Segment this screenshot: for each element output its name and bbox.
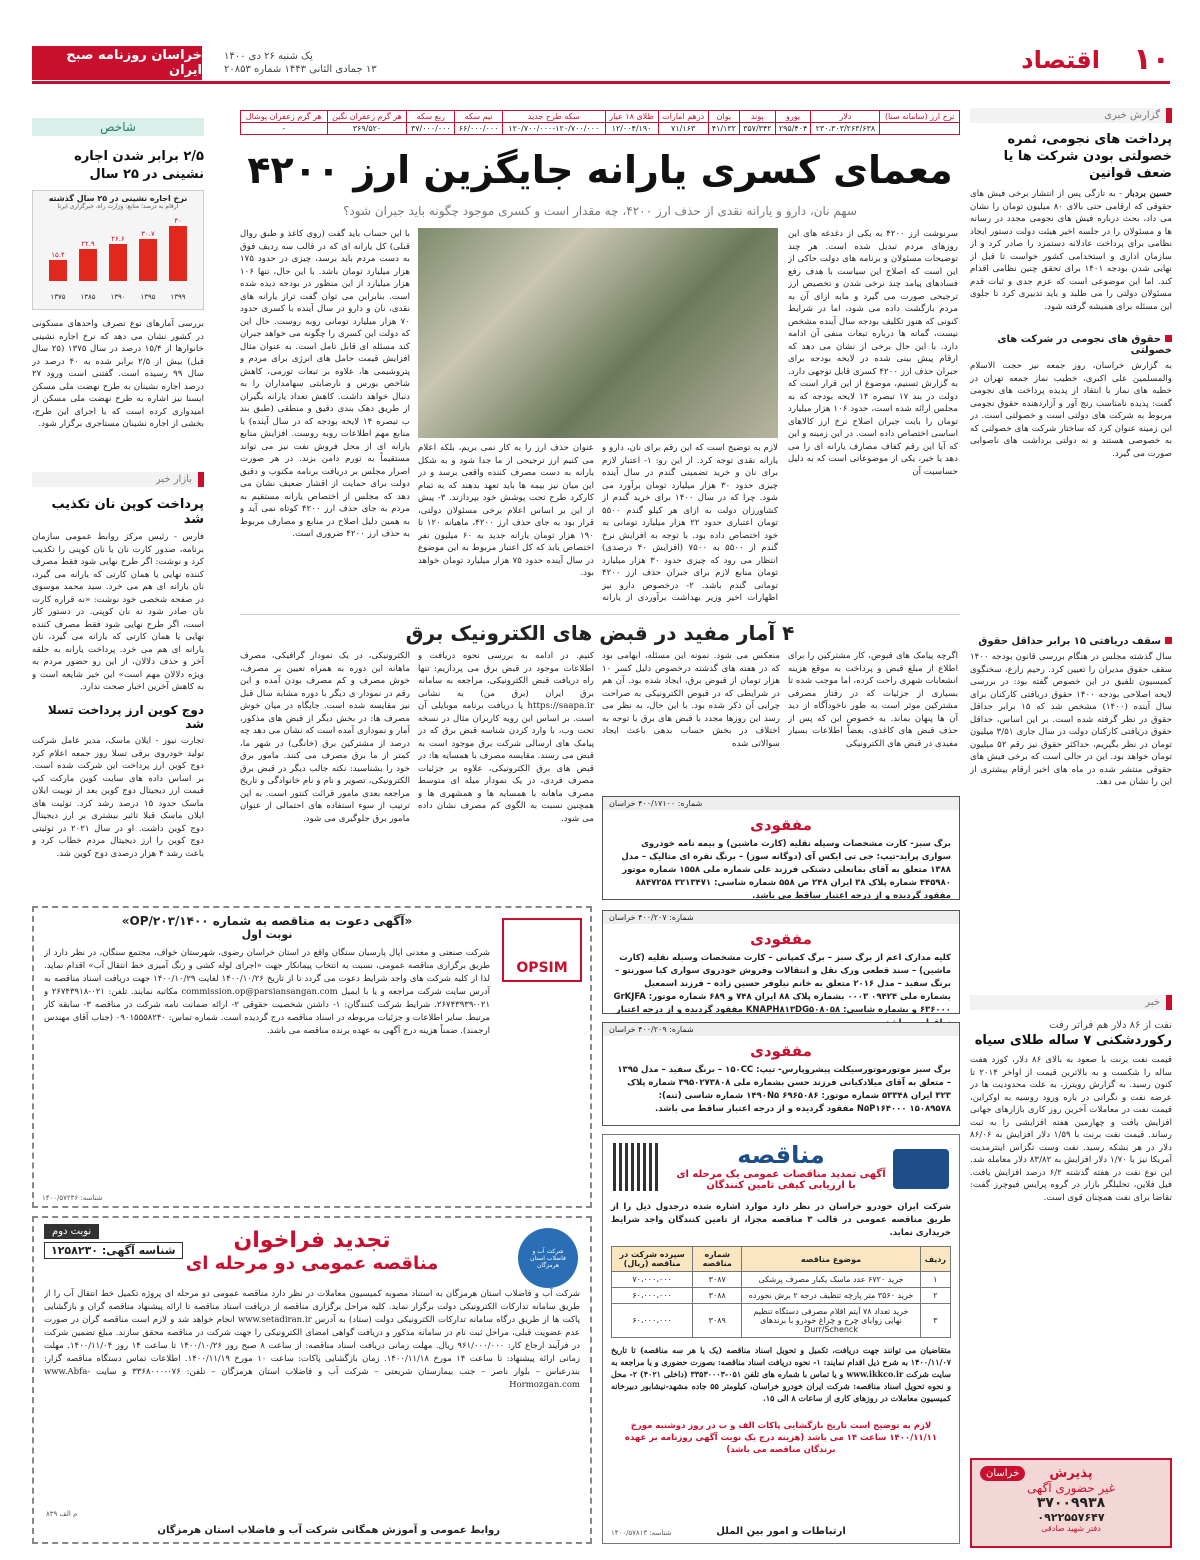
tender-cell: ۳۰۸۹ bbox=[693, 1304, 742, 1338]
abfa-footer: روابط عمومی و آموزش همگانی شرکت آب و فاضلاب استان هرمزگان bbox=[157, 1525, 500, 1536]
chart-tick-label: ۱۳۹۵ bbox=[140, 293, 156, 301]
tender-row bbox=[612, 1304, 951, 1338]
money-photo bbox=[418, 228, 778, 438]
ikco-logo bbox=[893, 1149, 949, 1189]
report-tag: گزارش خبری bbox=[970, 108, 1172, 123]
abfa-logo-text: شرکت آب و فاضلاب استان هرمزگان bbox=[530, 1247, 566, 1269]
chart-bar bbox=[169, 226, 187, 281]
rate-header: سکه طرح جدید bbox=[503, 111, 606, 123]
chart-tick-label: ۱۳۷۵ bbox=[50, 293, 66, 301]
issue-date bbox=[224, 50, 377, 76]
rate-header: دلار bbox=[811, 111, 880, 123]
promo-phone2: ۰۹۲۲۵۵۷۶۴۷ bbox=[1037, 1511, 1105, 1524]
oil-body: قیمت نفت برنت با صعود به بالای ۸۶ دلار، کورد هفت ساله را شکست و به بالاترین قیمت از اواخر ۲۰۱۴ تا کنون رسید. به گزارش رویترز، به علت محدودیت ها در عرضه نفت و نگرانی در باره ورود روسیه به اوکراین، قیمت نفت در معاملات آخرین روز کاری بازارهای جهانی افزایش یافت و چهارمین هفته افزایشی را به ثبت رساند. قیمت نفت برنت با ۱/۵۹ دلار افزایش به ۸۶/۰۶ دلار در هر بشکه رسید. نفت وست تگزاس اینترمدیت آمریکا نیز با ۱/۷۰ دلار افزایش به ۸۳/۸۲ دلار معامله شد. این نوع نفت در هفته گذشته ۶/۲ درصد افزایش یافت. فیل فلاین، تحلیلگر بازار در گروه پرایس فیوچرز گفت: تقاضا برای نفت همچنان قوی است. bbox=[970, 1055, 1172, 1203]
left-column bbox=[32, 118, 204, 888]
abfa-title-1: تجدید فراخوان bbox=[233, 1228, 391, 1253]
rate-header: هر گرم زعفران نگین bbox=[327, 111, 407, 123]
ikco-title: مناقصه bbox=[737, 1141, 825, 1169]
tender-header: موضوع مناقصه bbox=[742, 1247, 920, 1272]
lost-1-text: برگ سبز- کارت مشخصات وسیله نقلیه (کارت ماشین) و بیمه نامه خودروی سواری پراید-تیپ: جی تی ایکس آی (دوگانه سوز) – برنگ نقره ای متالیک – مدل ۱۳۸۸ متعلق به آقای بمانعلی دشتکی فرزند علی شماره ملی ۱۵۵۸ شماره موتور ۴۴۵۹۸۰ شماره پلاک ۳۸ ایران ۲۴۸ ص ۵۵۸ شماره شاسی: ۳۲۱۳۴۷۱ ۸۸۴۷۲۵۸ مفقود گردیده و از درجه اعتبار ساقط می باشد. bbox=[621, 839, 951, 901]
rate-header: پوند bbox=[739, 111, 775, 123]
chart-data-label: ۲۶.۶ bbox=[111, 235, 125, 244]
chart-tick-label: ۱۳۹۹ bbox=[170, 293, 186, 301]
rate-value: ۴۱/۱۳۲ bbox=[708, 123, 739, 135]
tender-cell: ۳۰۸۸ bbox=[693, 1288, 742, 1304]
rate-value: - bbox=[241, 123, 328, 135]
rent-chart bbox=[32, 190, 204, 310]
bills-col-1: اگرچه پیامک های قبوض، کار مشترکین را برای اطلاع از مبلغ قبض و پرداخت به موقع هزینه انشعابات شهری راحت کرده، اما موجب شده تا بسیاری از جزئیات که در رفتار مصرفی مشترکین موثر است به طور ناخودآگاه از دید آن ها پنهان بماند. به خصوص این که پس از حذف قبض های کاغذی، بعضاً اطلاعات بسیار مفیدی در قبض های الکترونیکی bbox=[788, 651, 958, 749]
bills-col-2: منعکس می شود. نمونه این مسئله، ابهامی بود که در هفته های گذشته درخصوص دلیل کسر ۱۰ هزار تومان از قبوض برق، ایجاد شده بود. آن هم در شرایطی که در قبوض الکترونیکی به صراحت چرایی آن ذکر شده بود. با این حال، به نظر می رسد این روزها مجدد با قبض های برق با توجه به اختلاف در بخش حساب بدهی باعث ایجاد سوالاتی شده bbox=[602, 651, 780, 749]
chart-bar bbox=[79, 249, 97, 281]
lost-notice-3 bbox=[602, 1022, 960, 1126]
index-tag: شاخص bbox=[32, 118, 204, 136]
chart-tick-label: ۱۳۸۵ bbox=[80, 293, 96, 301]
lost-notice-2 bbox=[602, 910, 960, 1014]
doge-headline: دوج کوین ارز پرداخت تسلا شد bbox=[47, 703, 204, 731]
chart-bar bbox=[49, 260, 67, 281]
right-subhead-1 bbox=[970, 334, 1172, 356]
ikco-sub2: با ارزیابی کیفی تامین کنندگان bbox=[706, 1180, 856, 1191]
rate-header: یورو bbox=[775, 111, 811, 123]
rate-header: درهم امارات bbox=[658, 111, 708, 123]
right-body-1: حسین بردبار - به تازگی پس از انتشار برخی فیش های حقوقی که ارقامی حتی بالای ۸۰ میلیون تومان را نشان می داد، بحث درباره فیش های نجومی مجدد در رسانه ها و مسئولان را در جلسه اخیر هیئت دولت دستور ایجاد نظامی برای پرداخت عادلانه دستمزد را صادر کرد و از سازمان اداری و استخدامی کشور خواست تا قبل از نهایی شدن بودجه ۱۴۰۱ برای تحقق چنین نظامی اقدام کند. اما این موضوعی است که عزم جدی و ثبات قدم مسئولان دولتی را می طلبد و باید تدبیری کرد تا جلوی این مسئله برای همیشه گرفته شود. bbox=[970, 189, 1172, 312]
promo-office: دفتر شهید صادقی bbox=[1041, 1524, 1101, 1533]
date-line-1: یک شنبه ۲۶ دی ۱۴۰۰ bbox=[224, 51, 313, 62]
right-body-3: سال گذشته مجلس در هنگام بررسی قانون بودجه ۱۴۰۰ سقف حقوق مدیران را تعیین کرد. رحیم زارع، سخنگوی کمیسیون تلفیق در این خصوص گفته بود: در بررسی لایحه اصلاحی بودجه ۱۴۰۰ حقوق دریافتی کارکنان برای سال آینده (۱۴۰۰) مشخص شد که ۱۵ برابر حداقل حقوق در نظر گرفته شده است. بر این اساس، حداقل حقوق دریافتی کارکنان دولت در سال جاری ۳/۵۱ میلیون تومان در نظر بگیریم، حداکثر حقوق نیز رقم ۵۲ میلیون تومان خواهد بود. این در حالی است که برخی فیش های حقوقی منتشر شده در ماه های اخیر ارقام بیشتری از این را نشان می دهد. bbox=[970, 652, 1172, 787]
rate-value: ۱۲۰/۷۰۰/۰۰۰-۱۲۰/۷۰۰/۰۰۰ bbox=[503, 123, 606, 135]
right-body-1-text: به تازگی پس از انتشار برخی فیش های حقوقی که ارقامی حتی بالای ۸۰ میلیون تومان را نشان می داد، بحث درباره فیش های نجومی مجدد در رسانه ها و مسئولان را در جلسه اخیر هیئت دولت دستور ایجاد نظامی برای پرداخت عادلانه دستمزد را صادر کرد و از سازمان اداری و استخدامی کشور خواست تا قبل از نهایی شدن بودجه ۱۴۰۱ برای تحقق چنین نظامی اقدام کند. اما این موضوعی است که عزم جدی و ثبات قدم مسئولان دولتی را می طلبد و باید تدبیری کرد تا جلوی این مسئله برای همیشه گرفته شود. bbox=[970, 189, 1172, 312]
ad-opsim bbox=[32, 906, 592, 1208]
abfa-title-2: مناقصه عمومی دو مرحله ای bbox=[185, 1253, 439, 1274]
rate-value: ۲۹۵/۴۰۴ bbox=[775, 123, 811, 135]
opsim-footer: شناسه: ۱۴۰۰/۵۷۲۳۶ bbox=[42, 1194, 103, 1202]
ikco-sub1: آگهی تمدید مناقصات عمومی یک مرحله ای bbox=[676, 1169, 886, 1180]
lost-3-title: مفقودی bbox=[750, 1042, 812, 1060]
main-col-4: با این حساب باید گفت (روی کاغذ و طبق روال قبلی) کل یارانه ای که در قالب سه ردیف فوق به دست مردم باید برسد، چیزی در حدود ۱۷۵ هزار میلیارد تومان باشد. با این حال، تنها ۱۰۶ هزار میلیارد از این منظور در بودجه دیده شده است. بنابراین می توان گفت تراز یارانه های نقدی، نان و دارو در سال آینده با کسری حدود ۷۰ هزار میلیارد تومانی روبه روست. حال این که دولت این کسری را چگونه می خواهد جبران کند مسئله ای قابل تامل است. به عنوان مثال افزایش قیمت حامل های انرژی برای مردم و پتروشیمی ها، علاوه بر تبعات تورمی، کاهش شاخص بورس و نارضایتی سهامداران را به دنبال خواهد داشت. کاهش تعداد یارانه بگیران از طریق دهک بندی دقیق و منطقی (طبق بند ب تبصره ۱۴ لایحه بودجه که در سال آینده) با منابع مهم اطلاعات روبه روست. افزایش منابع یارانه ای از محل فروش نفت نیز می تواند مستقیماً به تورم دامن بزند. در هر صورت اصرار مجلس بر دریافت برنامه مکتوب و دقیق دولت برای حمایت از اقشار ضعیف نشان می دهد که مجلس از اختصاص یارانه مستقیم به مردم به جای حذف ارز ۴۲۰۰ کوتاه نمی آید و به همین دلیل اصلاح در منابع و مصارف مربوط به حذف ارز ۴۲۰۰ ضروری است. bbox=[240, 229, 410, 539]
main-col-1: سرنوشت ارز ۴۲۰۰ به یکی از دغدغه های این روزهای مردم تبدیل شده است. هر چند توضیحات مسئولان و برنامه های دولت حاکی از این است که اصلاح این سیاست با هدف رفع فسادهای پیامد چند نرخی شدن و تخصیص ارز ترجیحی صورت می گیرد و مابه ازای آن به مردم بازگشت داده می شود، اما در شرایط کنونی که هنوز تکلیف بودجه سال آینده مشخص نیست، گمانه ها درباره تبعات منفی آن ادامه دارد. با این حال برخی از نشان می دهد که ارقام پیش بینی شده در لایحه بودجه برای جبران حذف ارز ۴۲۰۰ کسری قابل توجهی دارد. به گزارش تسنیم، موضوع از این قرار است که دولت در بند ۱۷ تبصره ۱۴ لایحه بودجه که به مجلس ارائه شده است، حدود ۱۰۶ هزار میلیارد تومان را بابت جبران اصلاح نرخ ارز کالاهای اساسی اختصاص داده است. در این زمینه و این که آیا این رقم کفاف مصارف یارانه ای را می دهد یا خیر، یکی از موضوعاتی است که به دلیل حساسیت آن bbox=[788, 229, 958, 477]
bills-col-3: کنیم. در ادامه به بررسی نحوه دریافت و اطلاعات موجود در قبض برق می پردازیم: تنها راه دریافت قبض الکترونیکی، مراجعه به سامانه برق ایران (برق من) به نشانی https://saapa.ir یا دریافت برنامه موبایلی آن است. بر اساس این رویه کاربران مثال در نسخه تحت وب، با وارد کردن شناسه قبض برق که در پیامک های ارسالی شرکت برق موجود است به قبض می رسند. مقایسه مصرف با همسایه ها: در قبض های برق الکترونیکی، علاوه بر جزئیات مصرف فردی، در یک نمودار میله ای متوسط مصرف ماهانه با همسایه ها و همشهری ها و همچنین نسبت به الگوی کم مصرف نشان داده می شود. bbox=[418, 651, 594, 824]
rate-header: نرخ ارز (سامانه سنا) bbox=[880, 111, 960, 123]
author-name: حسین بردبار bbox=[1125, 189, 1172, 199]
right-body-2: به گزارش خراسان، روز جمعه نیز حجت الاسلام والمسلمین علی اکبری، خطیب نماز جمعه تهران در خطبه های نماز با انتقاد از پدیده پرداخت های نجومی گفت: پدیده نامناسب رنج آور و آزاردهنده حقوق نجومی مربوط به شرکت های دولتی است و خصولتی است. در این زمینه عنوان کرد که ساختار شرکت های خصولتی که به خصوصی هستند و نه دولتی برداشت های ناصوابی صورت می گیرد. bbox=[970, 361, 1172, 459]
rate-header: نیم سکه bbox=[455, 111, 503, 123]
ikco-code: شناسه: ۱۴۰۰/۵۷۸۱۳ bbox=[611, 1529, 672, 1537]
oil-kicker: نفت از ۸۶ دلار هم فراتر رفت bbox=[1049, 1020, 1172, 1031]
opsim-round: نوبت اول bbox=[241, 928, 293, 941]
rate-value: ۳۶۹/۵۲۰ bbox=[327, 123, 407, 135]
bread-headline: پرداخت کوپن نان تکذیب شد bbox=[51, 497, 204, 527]
lost-notice-1 bbox=[602, 796, 960, 900]
chart-bar bbox=[139, 239, 157, 281]
tender-cell: خرید تعداد ۷۸ آیتم اقلام مصرفی دستگاه تنظیم نهایی زوایای چرخ و چراغ خودرو با برندهای Durr/Schenck bbox=[742, 1304, 920, 1338]
rate-value: ۳۷/۰۰۰/۰۰۰ bbox=[407, 123, 455, 135]
bills-headline: ۴ آمار مفید در قبض های الکترونیک برق bbox=[240, 614, 960, 645]
chart-data-label: ۱۵.۴ bbox=[51, 250, 65, 259]
abfa-logo bbox=[518, 1228, 578, 1288]
rent-headline: ۲/۵ برابر شدن اجاره نشینی در ۲۵ سال bbox=[74, 149, 204, 182]
lost-2-code: شماره: ۴۰۰/۲۰۷ خراسان bbox=[603, 911, 959, 924]
abfa-code: م الف ۸۳۹ bbox=[46, 1510, 78, 1518]
rate-value: ۱۲/۰۰۴/۱۹۰ bbox=[605, 123, 658, 135]
tender-header: شماره مناقصه bbox=[693, 1247, 742, 1272]
ikco-body: متقاضیان می توانند جهت دریافت، تکمیل و تحویل اسناد مناقصه (یک یا هر سه مناقصه) تا تاریخ ۱۴۰۰/۱۱/۰۷ به شرح ذیل اقدام نمایند: ۱- نحوه دریافت اسناد مناقصه: بصورت حضوری و یا مراجعه به سایت شرکت www.ikkco.ir و یا تماس با شماره های تلفن ۰۵۱-۳۳۵۳۰۰۰۳ (داخلی ۴۰۲۱) ۲- محل و نحوه تحویل اسناد مناقصه: شرکت ایران خودرو خراسان، کیلومتر ۵۵ جاده مشهد-نیشابور دبیرخانه کمیسیون معاملات در روزهای کاری از ساعات ۸ الی ۱۵. bbox=[611, 1345, 951, 1403]
promo-line2: غیر حضوری آگهی bbox=[1027, 1481, 1115, 1495]
qr-code bbox=[613, 1143, 661, 1191]
chart-data-label: ۳۰.۷ bbox=[141, 229, 155, 238]
tender-cell: ۳ bbox=[920, 1304, 950, 1338]
promo-line1: پذیرش bbox=[1049, 1466, 1093, 1481]
ikco-footer: ارتباطات و امور بین الملل bbox=[716, 1526, 846, 1537]
ad-ikco bbox=[602, 1134, 960, 1544]
chart-axis bbox=[43, 293, 193, 305]
market-tag: بازار خبر bbox=[32, 472, 204, 487]
right-subhead-2-text: سقف دریافتی ۱۵ برابر حداقل حقوق bbox=[978, 636, 1161, 647]
tender-cell: ۳۰۸۷ bbox=[693, 1272, 742, 1288]
lost-2-text: کلیه مدارک اعم از برگ سبز – برگ کمپانی – کارت مشخصات وسیله نقلیه (کارت ماشین) – سند قطعی ورک نقل و انتقالات وفروش خودروی سواری کیا سورنتو – برنگ سفید – مدل ۲۰۱۶ متعلق به خانم نیلوفر حسین زاده – فرزند اسمعیل بشماره ملی ۰۹۴۲۴ ۰۰۰۳ بشماره پلاک ۸۸ ایران ۷۴۸ و ۶۸۹ شماره موتور: GrKJFA ۶۳۶۰۰۰ و بشماره شاسی: KNAPH۸۱۳DG۵۰۸۰۵۸ مفقود گردیده و از درجه اعتبار bbox=[613, 953, 951, 1015]
tender-cell: ۶۰،۰۰۰،۰۰۰ bbox=[612, 1304, 693, 1338]
section-title: اقتصاد bbox=[1021, 46, 1100, 74]
abfa-id: شناسه آگهی: ۱۲۵۸۲۳۰ bbox=[44, 1242, 183, 1259]
right-subhead-2 bbox=[970, 636, 1172, 647]
rate-value: ۷۱/۱۶۳ bbox=[658, 123, 708, 135]
newspaper-logo: خراسان روزنامه صبح ایران bbox=[32, 46, 202, 80]
ad-abfa bbox=[32, 1216, 592, 1544]
tender-row bbox=[612, 1288, 951, 1304]
opsim-logo: OPSIM bbox=[502, 918, 582, 982]
lost-1-title: مفقودی bbox=[750, 816, 812, 834]
rate-header: ربع سکه bbox=[407, 111, 455, 123]
chart-title: نرخ اجاره نشینی در ۲۵ سال گذشته bbox=[48, 194, 188, 203]
rate-value: ۳۵۷/۳۴۲ bbox=[739, 123, 775, 135]
chart-tick-label: ۱۳۹۰ bbox=[110, 293, 126, 301]
tender-cell: ۲ bbox=[920, 1288, 950, 1304]
rate-header: طلای ۱۸ عیار bbox=[605, 111, 658, 123]
lost-3-text: برگ سبز موتورموتورسیکلت پیشروپارس- تیپ: ۱۵۰CC – برنگ سفید – مدل ۱۳۹۵ – متعلق به آقای میلادکیانی فرزند حسن بشماره ملی ۳۹۵۰۲۷۳۸۰۸ شماره پلاک ۳۲۳ ایران ۵۳۳۴۸ شماره موتور: ۱۴۹۰N۵ ۶۹۶۵۰۸۶ شماره شاسی (تنه): N۵P۱۶۴۰۰۰ ۱۵۰۸۹۵۷۸ مفقود گردیده و از درجه اعتبار ساقط می باشد. bbox=[617, 1065, 951, 1114]
news-tag: خبر bbox=[970, 995, 1172, 1010]
tender-cell: خرید ۶۷۲۰ عدد ماسک یکبار مصرف پزشکی bbox=[742, 1272, 920, 1288]
rent-body: بررسی آمارهای نوع تصرف واحدهای مسکونی در کشور نشان می دهد که نرخ اجاره نشینی خانوارها از ۱۵/۴ درصد در سال ۱۳۷۵ (۲۵ سال قبل) بیش از ۲/۵ برابر شده به ۴۰ درصد در سال ۹۹ رسیده است. گفتنی است ورود ۲۷ درصد اجاره نشینان به طرح نهضت ملی مسکن ایسنا نیز اشاره به طرح نهضت ملی مسکن از امیدواری کرده است که با اجرای این طرح، بخشی از اجاره نشینان مستاجری برگزار شود. bbox=[32, 319, 204, 429]
right-subhead-1-text: حقوق های نجومی در شرکت های خصولتی bbox=[997, 334, 1172, 356]
chart-data-label: ۴۰ bbox=[174, 216, 182, 225]
abfa-text: شرکت آب و فاضلاب استان هرمزگان به استناد مصوبه کمیسیون معاملات در نظر دارد مناقصه عمومی دو مرحله ای پروژه تکمیل خط انتقال آب را از طریق سامانه تدارکات الکترونیکی دولت برگزار نماید. کلیه مراحل برگزاری مناقصه از دریافت اسناد مناقصه تا ارائه پیشنهاد مناقصه گران و بازگشایی پاکت ها از طریق درگاه سامانه تدارکات الکترونیکی دولت (ستاد) به آدرس www.setadiran.ir انجام خواهد شد و لازم است مناقصه گران در صورت عدم عضویت قبلی، مراحل ثبت نام در سامانه مذکور و دریافت گواهی امضای الکترونیکی را جهت شرکت در مناقصه محقق سازند. مبلغ تضمین شرکت در فرآیند ارجاع کار: ۹۶۱/۰۰۰/۰۰۰ ریال. مهلت زمانی دریافت اسناد مناقصه: از ساعت ۸ صبح روز ۱۴۰۰/۱۰/۲۶ تا ساعت ۱۴ روز ۱۴۰۰/۱۱/۰۴. مهلت زمانی ارائه پیشنهاد: تا ساعت ۱۴ مورخ ۱۴۰۰/۱۱/۱۸. زمان بازگشایی پاکات: ساعت ۱۰ مورخ ۱۴۰۰/۱۱/۱۹. اطلاعات تماس دستگاه مناقصه گزار: بندرعباس – بلوار ناصر – جنب بیمارستان شریعتی – شرکت آب و فاضلاب استان هرمزگان – تلفن: ۰۷۶-۳۳۶۸۰۰۰ و سایت www.Abfa-Hormozgan.com bbox=[44, 1289, 580, 1390]
rate-value: ۶۶/۰۰۰/۰۰۰ bbox=[455, 123, 503, 135]
opsim-title: «آگهی دعوت به مناقصه به شماره ۱۴۰۰/OP/۲۰۳» bbox=[121, 914, 413, 928]
bills-col-4: الکترونیکی، در یک نمودار گرافیکی، مصرف ماهانه این دوره به همراه تعیین بر مصرف، خوش مصرف و کم مصرف بودن آمده و این رقم در نمودار ی دیگر با دوره مشابه سال قبل نیز مقایسه شده است. جایگاه در میان خوش مصرف ها: در بخش دیگر از قبض های مذکور، آمار و نموداری آمده است که نشان می دهد چه درصد از مشترکین برق (خانگی) در شهر ما، کمتر از ما برق مصرف می کنند. مامور برق خود را بشناسید: نکته جالب دیگر در قبض برق الکترونیکی، تصویر و نام و نام خانوادگی و تاریخ مراجعه بعدی مامور قرائت کنتور است. به این ترتیب از سوء استفاده های احتمالی از عنوان مامور برق جلوگیری می شود. bbox=[240, 651, 410, 824]
lost-1-code: شماره: ۴۰۰/۱۷۱۰۰ خراسان bbox=[603, 797, 959, 810]
chart-subtitle: ارقام به درصد؛ منابع: وزارت راه، خبرگزاری ایرنا bbox=[57, 203, 179, 210]
date-line-2: ۱۳ جمادی الثانی ۱۴۴۳ شماره ۲۰۸۵۳ bbox=[224, 64, 377, 75]
doge-body: تجارت نیوز - ایلان ماسک، مدیر عامل شرکت تولید خودروی برقی تسلا روز جمعه اعلام کرد دوج کوین ارز پرداخت این شرکت شده است. بر اساس داده های سایت کوین مارکت کپ قیمت ارز دیجیتال دوج کوین بعد از توییت ایلان ماسک حدود ۱۵ درصد رشد کرد. توئیت های ایلان ماسک قبلا تاثیر بیشتری بر ارز دیجیتال دوج کوین داشت. او در سال ۲۰۲۱ در توئیتی دوج کوین را ارز دیجیتال مردم خطاب کرد و باعث رشد ۴ هزار درصدی دوج کوین شد. bbox=[32, 736, 204, 859]
oil-headline: رکوردشکنی ۷ ساله طلای سیاه bbox=[974, 1033, 1172, 1048]
main-col-2: لازم به توضیح است که این رقم برای نان، دارو و یارانه نقدی توجه کرد. از این رو: ۱- اعتبار لازم برای نان و خرید تضمینی گندم در سال آینده چیزی حدود ۳۰ هزار میلیارد تومان برآورد می شود. چرا که در سال ۱۴۰۰ برای خرید گندم از کشاورزان دولت به ازای هر کیلو گندم ۵۵۰۰ تومان اعتباری حدود ۲۲ هزار میلیارد تومانی به خود اختصاص داده بود. با توجه به افزایش نرخ گندم از ۵۵۰۰ به ۷۵۰۰ (افزایش ۴۰ درصدی) انتظار می رود که چیزی حدود ۳۰ هزار میلیارد تومان منابع لازم برای جبران حذف ارز ۴۲۰۰ تومانی گندم باشد. ۲- درخصوص دارو نیز اظهارات اخیر وزیر بهداشت برآوردی از یارانه bbox=[602, 443, 778, 602]
opsim-text: شرکت صنعتی و معدنی اپال پارسیان سنگان واقع در استان خراسان رضوی، شهرستان خواف، مجتمع سنگان، در نظر دارد از طریق برگزاری مناقصه عمومی، نسبت به انتخاب پیمانکار جهت «اجرای لوله کشی و رنگ آمیزی خط انتقال آب» اقدام نماید. لذا از کلیه شرکت های واجد شرایط دعوت می گردد تا از تاریخ ۱۴۰۰/۱۰/۲۶ لغایت ۱۴۰۰/۱۰/۲۹ جهت دریافت اسناد مناقصه به آدرس سایت شرکت مراجعه و یا با ایمیل commission.op@parsiansangan.com مکاتبه نمایند. تلفن: ۰۲۱-۲۶۷۴۳۹۱۸ و ۰۲۱-۲۶۷۴۳۹۳۹. شرایط شرکت کنندگان: ۱- داشتن شخصیت حقوقی ۲- ارائه ضمانت نامه شرکت در مناقصه ۳- سابقه کار مرتبط. سایر اطلاعات و جزئیات مربوطه در اسناد مناقصه درج گردیده است. شماره تماس: ۰۹۰۱۵۵۵۸۲۴۰ (جناب آقای مهندس ارجمند). ضمناً هزینه درج آگهی به عهده برنده مناقصه می باشد. bbox=[44, 948, 490, 1036]
ikco-deadline: لازم به توضیح است تاریخ بازگشایی پاکات الف و ب در روز دوشنبه مورخ ۱۴۰۰/۱۱/۱۱ ساعت ۱۴ می باشد (هزینه درج یک نوبت آگهی روزنامه بر عهده برندگان مناقصه می باشد) bbox=[624, 1421, 938, 1455]
rate-header: یوان bbox=[708, 111, 739, 123]
tender-header: سپرده شرکت در مناقصه (ریال) bbox=[612, 1247, 693, 1272]
exchange-rates-table bbox=[240, 110, 960, 135]
tender-cell: ۱ bbox=[920, 1272, 950, 1288]
tender-table bbox=[611, 1246, 951, 1338]
main-headline: معمای کسری یارانه جایگزین ارز ۴۲۰۰ bbox=[247, 148, 953, 192]
ikco-intro: شرکت ایران خودرو خراسان در نظر دارد موارد اشاره شده درجدول ذیل را از طریق مناقصه عمومی در قالب ۳ مناقصه مجزا، از تامین کنندگان واجد شرایط خریداری نماید. bbox=[611, 1202, 951, 1238]
page-header bbox=[32, 40, 1170, 84]
lost-3-code: شماره: ۴۰۰/۲۰۹ خراسان bbox=[603, 1023, 959, 1036]
right-headline: پرداخت های نجومی، ثمره خصولتی بودن شرکت ها یا ضعف قوانین bbox=[1003, 132, 1172, 181]
lost-2-title: مفقودی bbox=[750, 930, 812, 948]
promo-brand: خراسان bbox=[980, 1466, 1025, 1481]
abfa-round: نوبت دوم bbox=[44, 1224, 99, 1239]
main-lead: سهم نان، دارو و یارانه نقدی از حذف ارز ۴۲۰۰، چه مقدار است و کسری موجود چگونه باید جبران شود؟ bbox=[343, 204, 857, 218]
rate-value: ۲۳۰،۳۰۳/۲۶۳/۶۳۸ bbox=[811, 123, 880, 135]
ad-promo bbox=[970, 1458, 1172, 1548]
chart-bar bbox=[109, 244, 127, 281]
promo-phone1: ۳۷۰۰۹۹۳۸ bbox=[1036, 1495, 1106, 1511]
chart-plot bbox=[43, 216, 193, 281]
tender-header: ردیف bbox=[920, 1247, 950, 1272]
tender-row bbox=[612, 1272, 951, 1288]
tender-cell: ۶۰،۰۰۰،۰۰۰ bbox=[612, 1288, 693, 1304]
page-number: ۱۰ bbox=[1133, 42, 1170, 77]
tender-cell: خرید ۳۵۶۰ متر پارچه تنظیف درجه ۲ برش نخورده bbox=[742, 1288, 920, 1304]
rate-value bbox=[880, 123, 960, 135]
bread-body: فارس - رئیس مرکز روابط عمومی سازمان برنامه، صدور کارت نان یا نان کوپنی را تکذیب کرد و نوشت: اگر طرح نهایی شود فقط مصرف کننده نهایی یا همان کارتی که یارانه می گیرد، نان یارانه ای هم می خرد. سید محمد موسوی در صفحه شخصی خود نوشت: «نه قراره کارت نان صادر شود نه نان کوپنی. در دستور کار است، اگر طرح نهایی شود فقط مصرف کننده نهایی یا همان کارتی که یارانه می گیرد، نان یارانه ای هم می خرد. پرداخت یارانه به حلقه آخر و حذف دلالان، از این رو حضور مردم به ویژه دلالان مهم است» این خبر شایعه است و به کاهش آخرین اخبار صحت ندارد. bbox=[32, 532, 204, 692]
right-column bbox=[970, 108, 1172, 1548]
chart-data-label: ۲۲.۹ bbox=[81, 240, 95, 249]
tender-cell: ۷۰،۰۰۰،۰۰۰ bbox=[612, 1272, 693, 1288]
rate-header: هر گرم زعفران پوشال bbox=[241, 111, 328, 123]
main-col-3: عنوان حذف ارز را به کار نمی بریم، بلکه اعلام می کنیم ارز ترجیحی از ما جدا شود و به شکل یارانه به دست مصرف کننده واقعی برسد و در این میان نیز بیمه ها باید تعهد بدهند که به تمام کارکرد طرح تحت پوشش خود بپردازند. ۳- پیش از این بر اساس اعلام برخی مسئولان دولتی، قرار بود به جای حذف ارز ۴۲۰۰، ماهیانه ۱۲۰ تا ۱۹۰ هزار تومان یارانه جدید به ۶۰ میلیون نفر اختصاص یابد که کل اعتبار مربوط به این موضوع در سال آینده حدود ۷۵ هزار میلیارد تومان خواهد بود. bbox=[418, 443, 594, 578]
